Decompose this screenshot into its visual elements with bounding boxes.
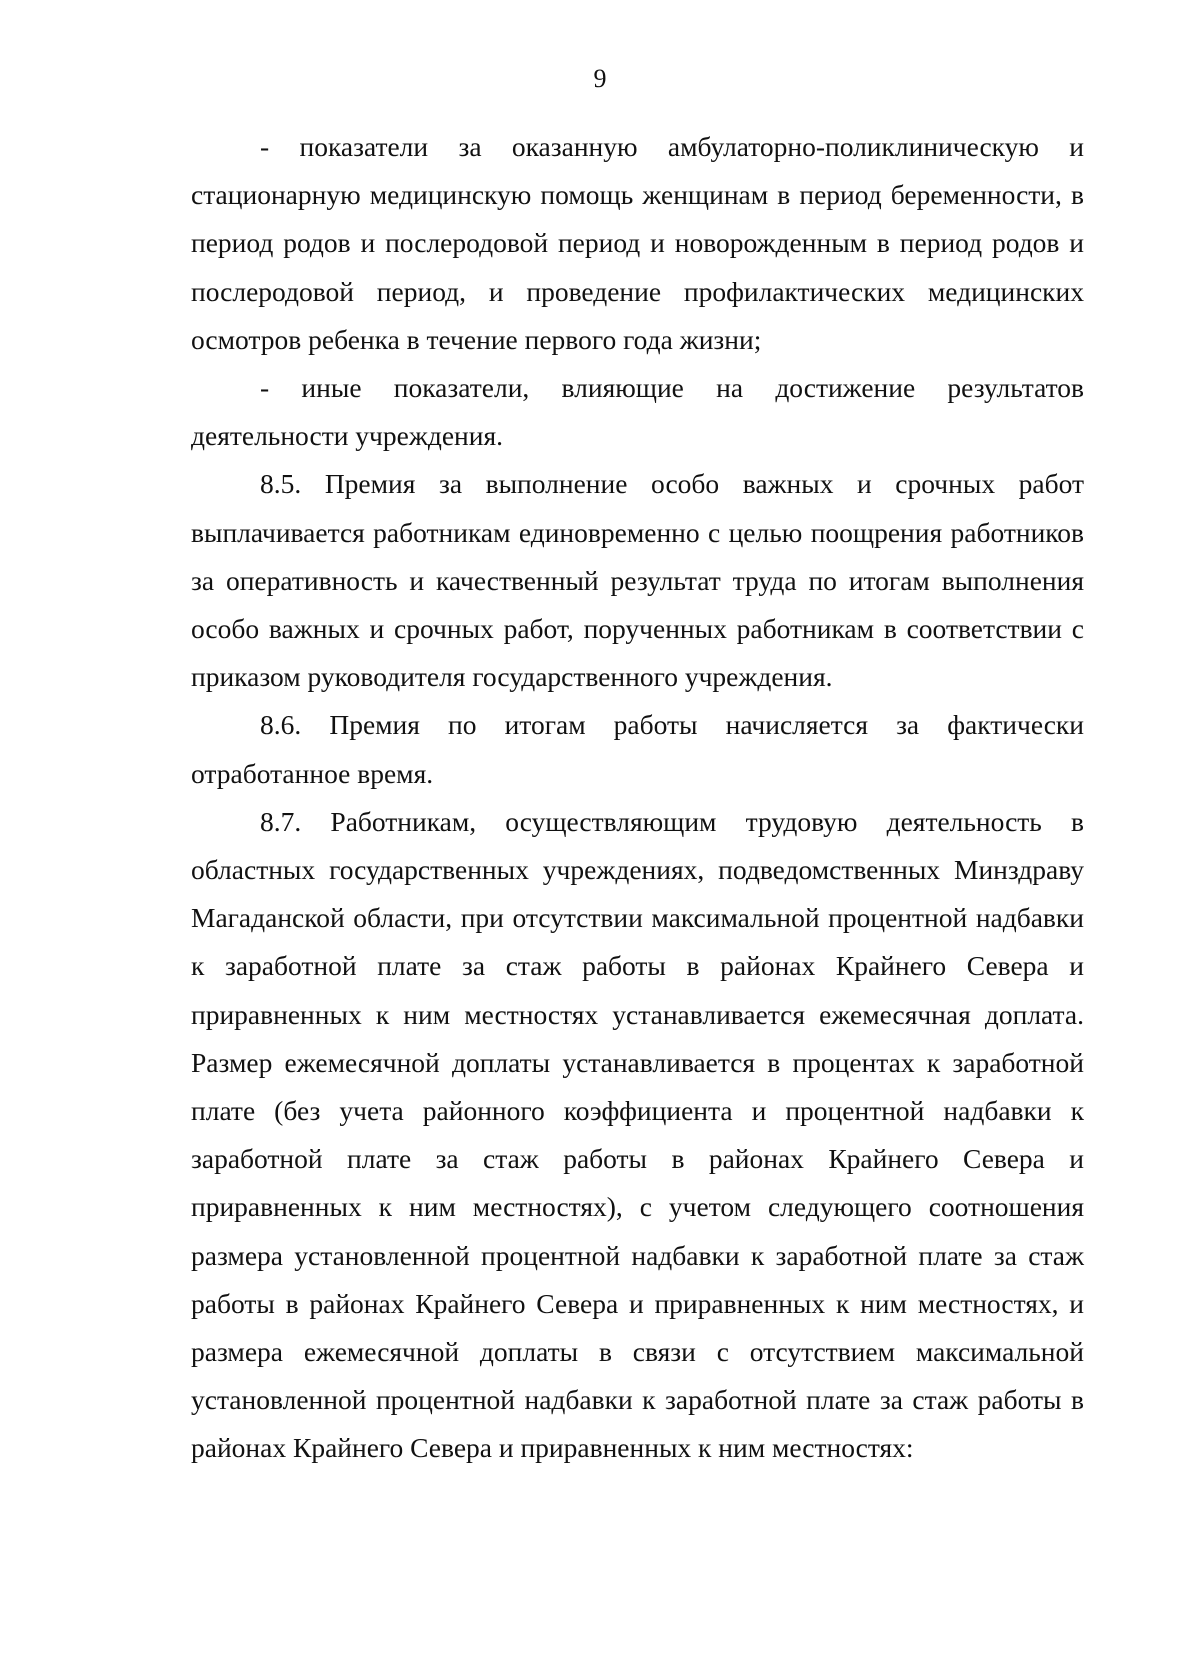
document-body — [191, 123, 1084, 1473]
paragraph-indicators-medical-care: - показатели за оказанную амбулаторно-поликлиническую и стационарную медицинскую помощь женщинам в период беременности, в период родов и послеродовой период и новорожденным в период родов и послеродовой период, и проведение профилактических медицинских осмотров ребенка в течение первого года жизни; — [191, 131, 1084, 355]
paragraph-other-indicators: - иные показатели, влияющие на достижение результатов деятельности учреждения. — [191, 372, 1084, 452]
paragraph-8-6-work-results-bonus: 8.6. Премия по итогам работы начисляется за фактически отработанное время. — [191, 709, 1084, 789]
paragraph-8-5-urgent-work-bonus: 8.5. Премия за выполнение особо важных и срочных работ выплачивается работникам единовременно с целью поощрения работников за оперативность и качественный результат труда по итогам выполнения особо важных и срочных работ, порученных работникам в соответствии с приказом руководителя государственного учреждения. — [191, 468, 1084, 693]
page-number: 9 — [593, 64, 607, 93]
paragraph-8-7-monthly-supplement: 8.7. Работникам, осуществляющим трудовую деятельность в областных государственных учреждениях, подведомственных Минздраву Магаданской области, при отсутствии максимальной процентной надбавки к заработной плате за стаж работы в районах Крайнего Севера и приравненных к ним местностях устанавливается ежемесячная доплата. Размер ежемесячной доплаты устанавливается в процентах к заработной плате (без учета районного коэффициента и процентной надбавки к заработной плате за стаж работы в районах Крайнего Севера и приравненных к ним местностях), с учетом следующего соотношения размера установленной процентной надбавки к заработной плате за стаж работы в районах Крайнего Севера и приравненных к ним местностях, и размера ежемесячной доплаты в связи с отсутствием максимальной установленной процентной надбавки к заработной плате за стаж работы в районах Крайнего Севера и приравненных к ним местностях: — [191, 805, 1084, 1464]
